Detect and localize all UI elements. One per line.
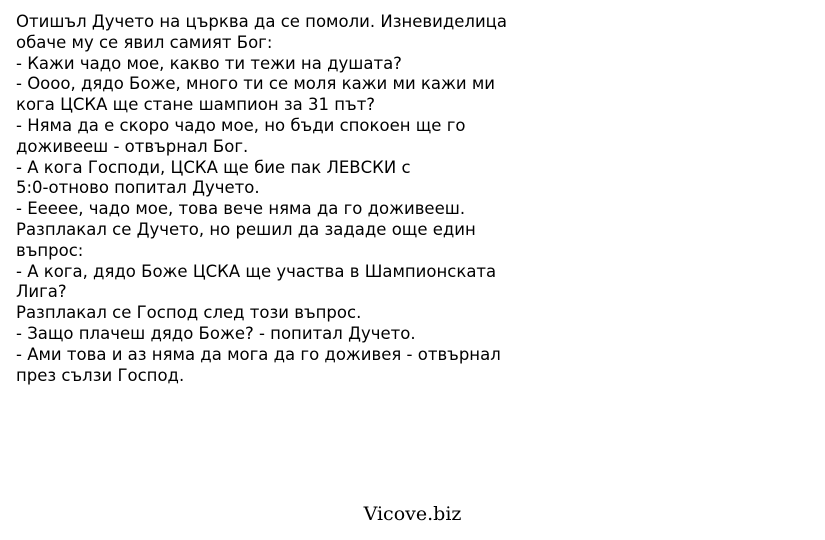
joke-line: Лига? [16,282,67,302]
joke-line: Отишъл Дучето на църква да се помоли. Изневиделица [16,12,508,31]
joke-line: Разплакал се Дучето, но решил да зададе още един [16,219,476,239]
joke-line: кога ЦСКА ще стане шампион за 31 път? [16,95,376,115]
joke-line: въпрос: [16,240,84,260]
joke-text [16,12,576,386]
joke-line: - А кога, дядо Боже ЦСКА ще участва в Шампионската [16,261,497,281]
joke-line: 5:0-отново попитал Дучето. [16,178,260,198]
joke-line: Разплакал се Господ след този въпрос. [16,303,362,323]
joke-line: - Защо плачеш дядо Боже? - попитал Дучето. [16,323,416,343]
joke-line: - Ееееe, чадо мое, това вече няма да го доживееш. [16,199,466,219]
joke-line: - Кажи чадо мое, какво ти тежи на душата? [16,53,402,73]
joke-line: - Ами това и аз няма да мога да го доживея - отвърнал [16,344,501,364]
joke-line: - Оооо, дядо Боже, много ти се моля кажи ми кажи ми [16,74,496,94]
joke-line: доживееш - отвърнал Бог. [16,136,249,156]
joke-line: през сълзи Господ. [16,365,185,385]
joke-line: - А кога Господи, ЦСКА ще бие пак ЛЕВСКИ с [16,157,411,177]
joke-line: - Няма да е скоро чадо мое, но бъди спокоен ще го [16,115,466,135]
site-watermark: Vicove.biz [363,503,462,525]
joke-line: обаче му се явил самият Бог: [16,32,273,52]
